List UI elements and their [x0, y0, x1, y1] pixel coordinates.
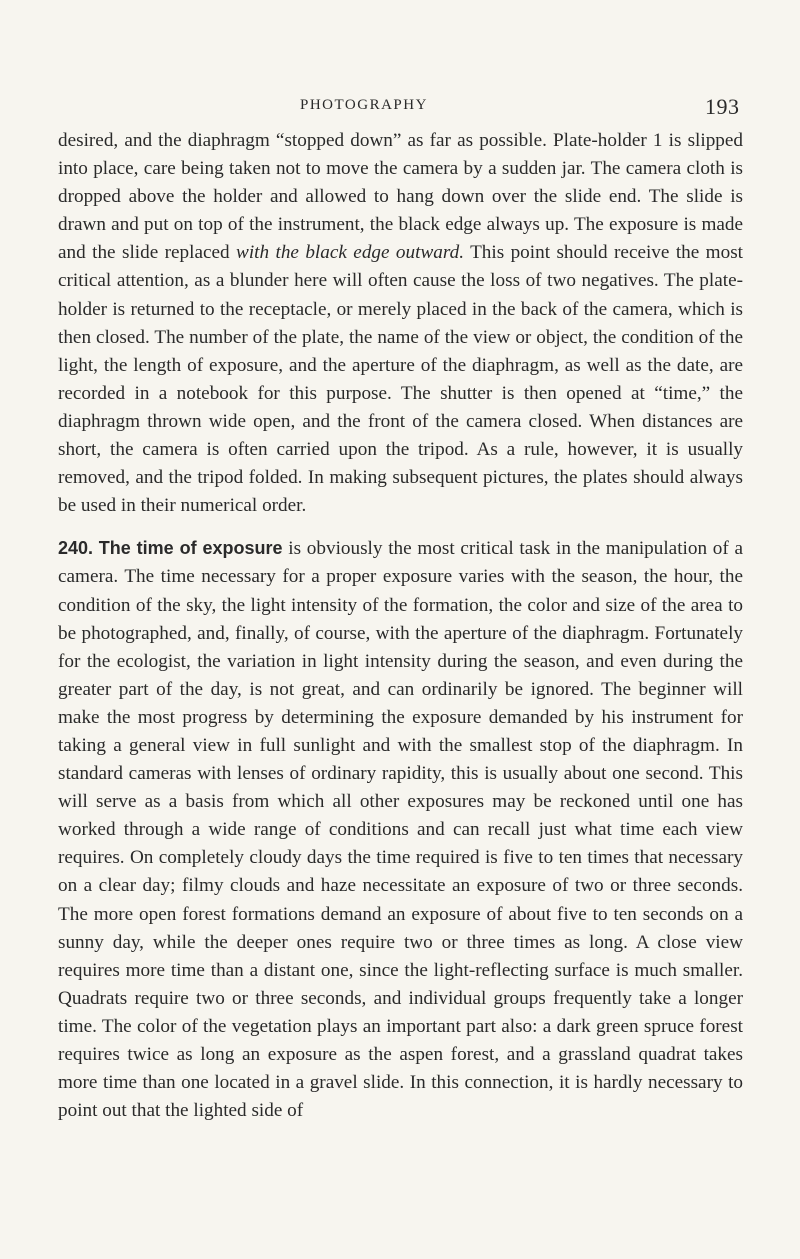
paragraph-1-italic: with the black edge outward.	[236, 242, 464, 264]
paragraph-240-text: is obviously the most critical task in the manipulation of a camera. The time necessary for a proper exposure varies with the season, the hour, the condition of the sky, the light intensity of the formation, the color and size of the area to be photographed, and, finally, of course, with the aperture of the diaphragm. Fortunately for the ecologist, the variation in light intensity during the season, and even during the greater part of the day, is not great, and can ordinarily be ignored. The beginner will make the most progress by determining the exposure demanded by his instrument for taking a general view in full sunlight and with the smallest stop of the diaphragm. In standard cameras with lenses of ordinary rapidity, this is usually about one second. This will serve as a basis from which all other exposures may be reckoned until one has worked through a wide range of conditions and can recall just what time each view requires. On completely cloudy days the time required is five to ten times that necessary on a clear day; filmy clouds and haze necessitate an exposure of two or three seconds. The more open forest formations demand an exposure of about five to ten seconds on a sunny day, while the deeper ones require two or three times as long. A close view requires more time than a distant one, since the light-reflecting surface is much smaller. Quadrats require two or three seconds, and individual groups frequently take a longer time. The color of the vegetation plays an important part also: a dark green spruce forest requires twice as long an exposure as the aspen forest, and a grassland quadrat takes more time than one located in a gravel slide. In this connection, it is hardly necessary to point out that the lighted side of	[58, 538, 743, 1122]
paragraph-1	[58, 127, 743, 520]
paragraph-1-text-a: desired, and the diaphragm “stopped down” as far as possible. Plate-holder 1 is slipped into place, care being taken not to move the camera by a sudden jar. The camera cloth is dropped above the holder and allowed to hang down over the slide end. The slide is drawn and put on top of the instrument, the black edge always up. The exposure is made and the slide replaced	[58, 130, 743, 264]
body-text	[58, 127, 743, 1125]
running-head	[0, 94, 800, 121]
running-title: PHOTOGRAPHY	[300, 97, 428, 113]
paragraph-1-text-b: This point should receive the most critical attention, as a blunder here will often cause the loss of two negatives. The plate-holder is returned to the receptacle, or merely placed in the back of the camera, which is then closed. The number of the plate, the name of the view or object, the condition of the light, the length of exposure, and the aperture of the diaphragm, as well as the date, are recorded in a notebook for this purpose. The shutter is then opened at “time,” the diaphragm thrown wide open, and the front of the camera closed. When distances are short, the camera is often carried upon the tripod. As a rule, however, it is usually removed, and the tripod folded. In making subsequent pictures, the plates should always be used in their numerical order.	[58, 242, 743, 517]
paragraph-240	[58, 534, 743, 1125]
page-number: 193	[705, 94, 740, 119]
section-number: 240.	[58, 538, 94, 559]
section-heading: The time of exposure	[98, 538, 283, 559]
